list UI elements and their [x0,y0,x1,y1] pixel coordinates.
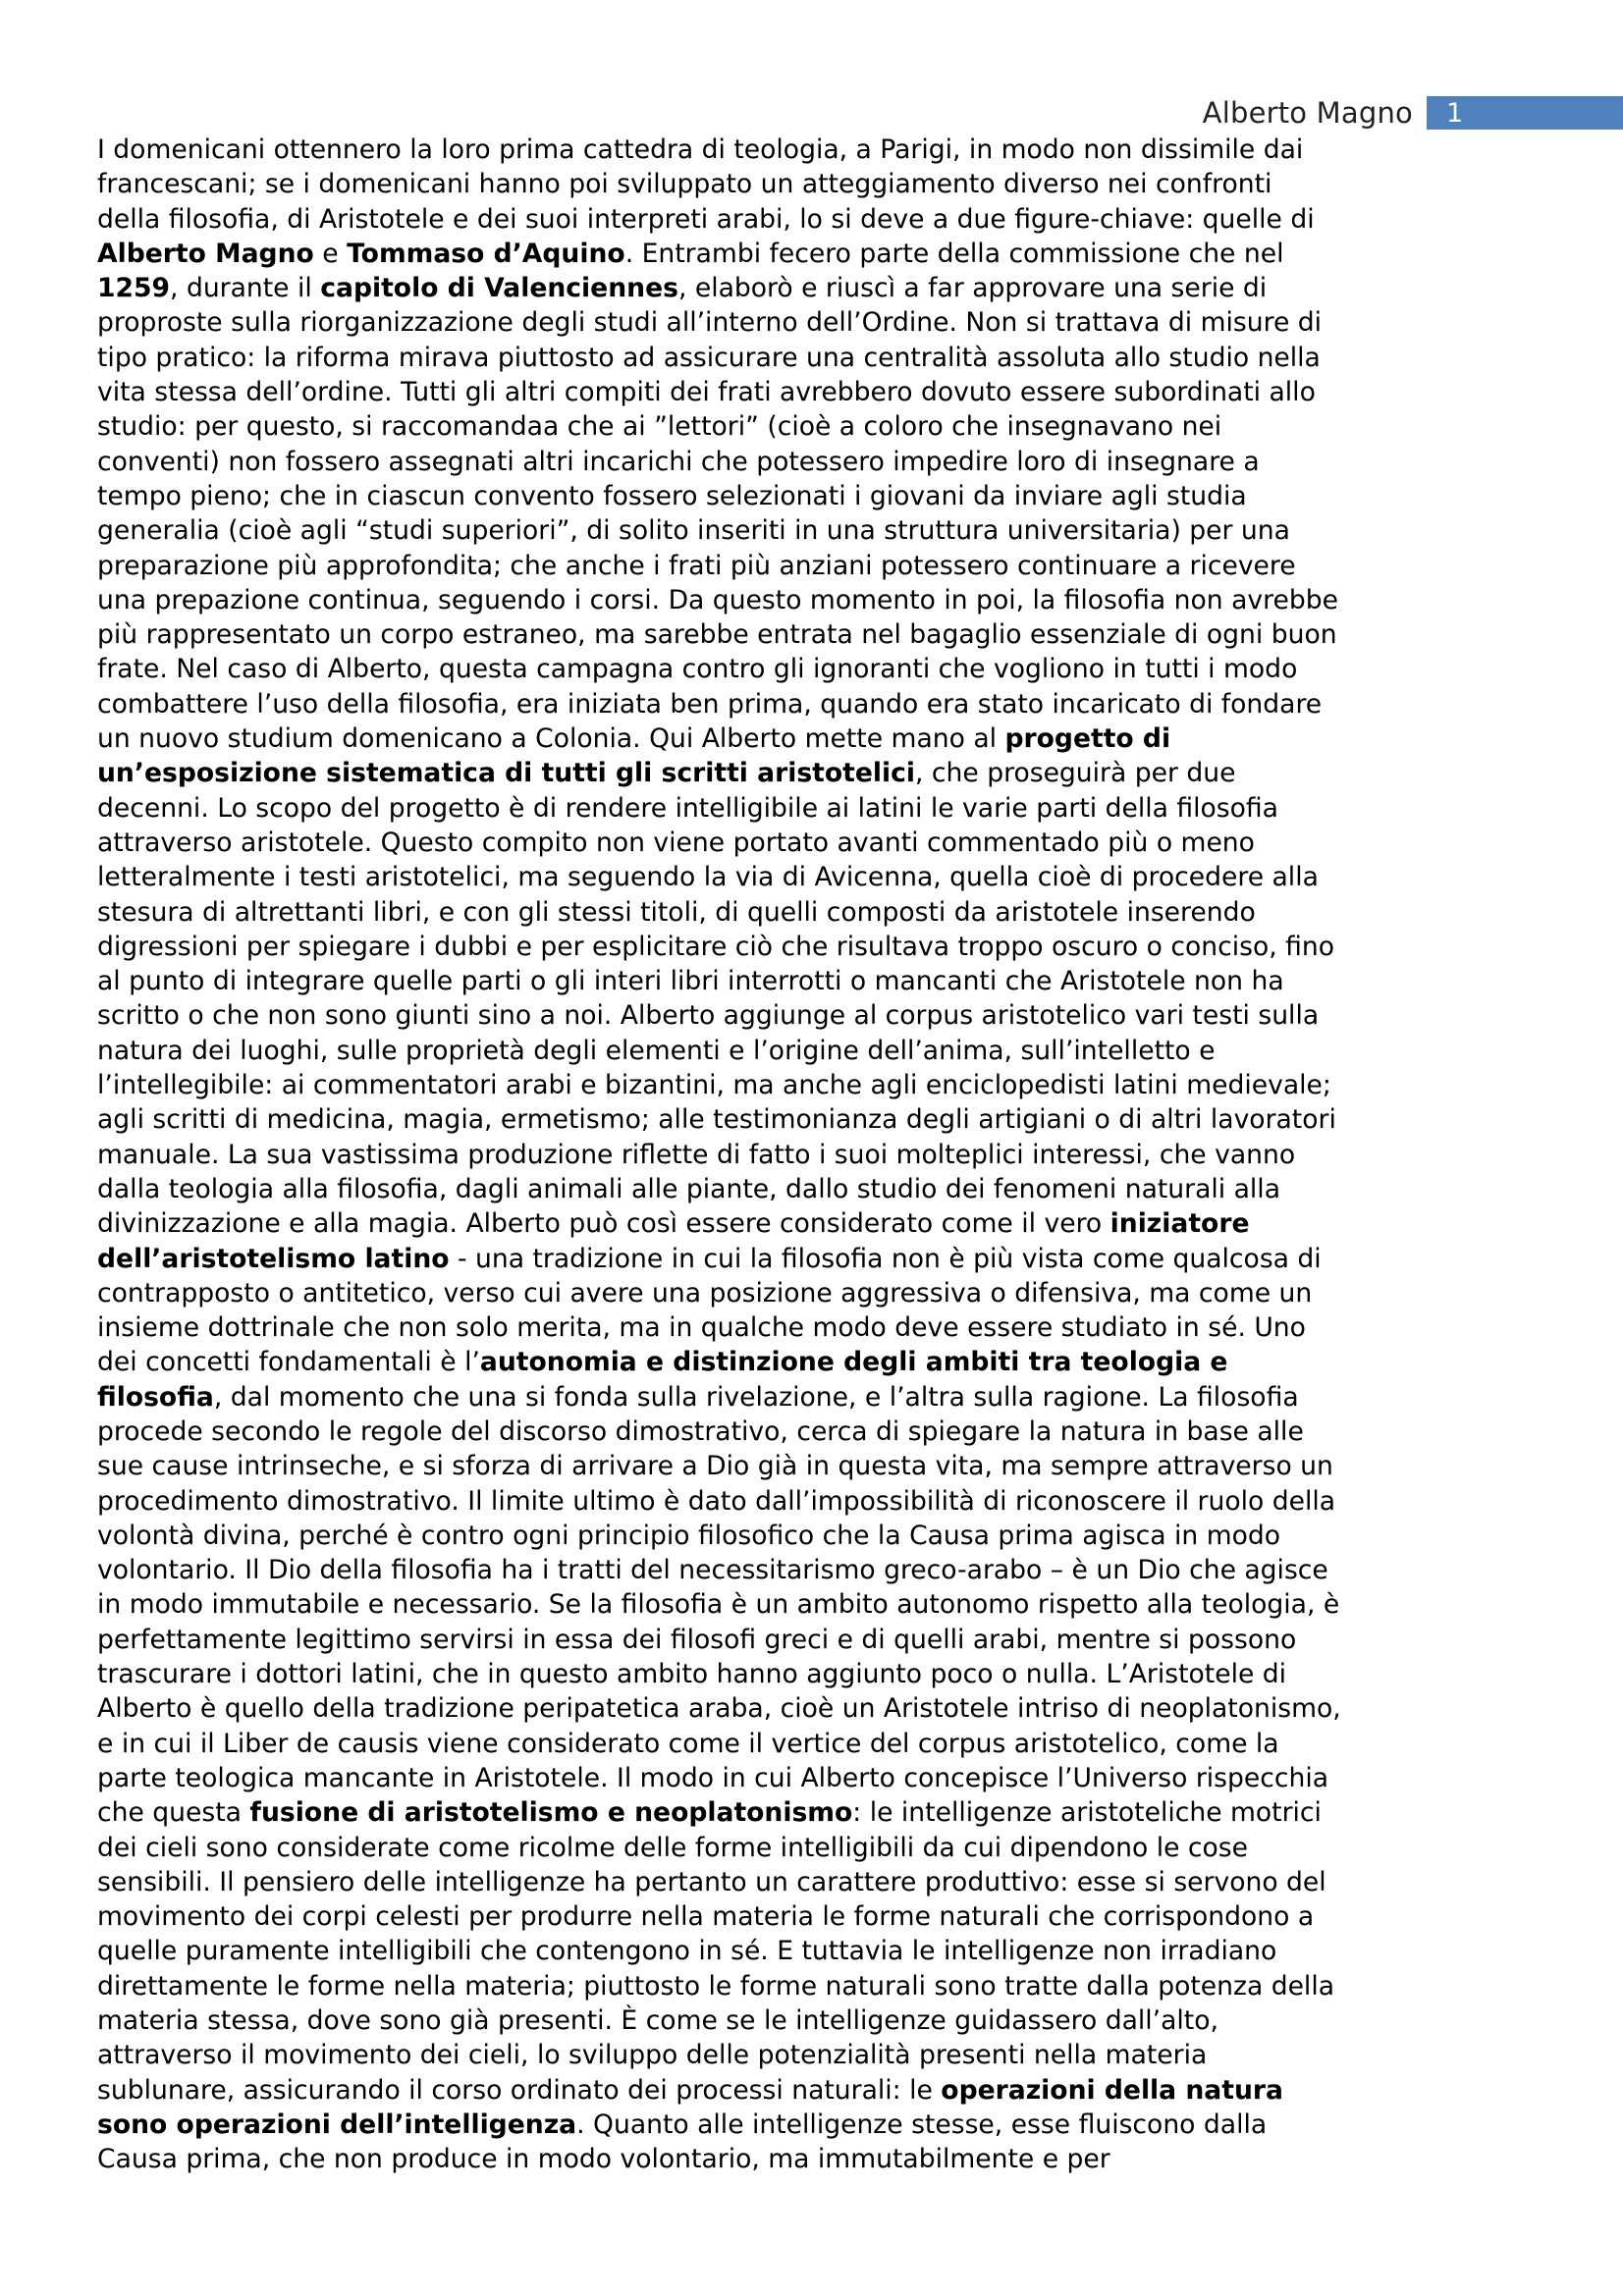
bold-text: Alberto Magno [97,238,314,269]
text-line [97,617,1521,652]
text-line [97,1623,1521,1657]
text-segment: più rappresentato un corpo estraneo, ma sarebbe entrata nel bagaglio essenziale di ogni buon [97,619,1337,651]
text-line [97,2108,1521,2142]
text-line [97,1206,1521,1241]
text-line [97,1831,1521,1865]
text-segment: - una tradizione in cui la filosofia non è più vista come qualcosa di [449,1243,1322,1274]
bold-text: dell’aristotelismo latino [97,1243,450,1274]
text-segment: natura dei luoghi, sulle proprietà degli elementi e l’origine dell’anima, sull’intelletto e [97,1035,1216,1066]
bold-text: 1259 [97,273,171,304]
text-segment: attraverso aristotele. Questo compito non viene portato avanti commentado più o meno [97,827,1255,858]
text-segment: dei concetti fondamentali è l’ [97,1347,480,1378]
text-line [97,1691,1521,1726]
text-segment: vita stessa dell’ordine. Tutti gli altri compiti dei frati avrebbero dovuto essere subordinati allo [97,377,1316,408]
text-segment: e [313,238,348,269]
text-line [97,895,1521,930]
text-segment: sue cause intrinseche, e si sforza di arrivare a Dio già in questa vita, ma sempre attraverso un [97,1451,1333,1482]
text-segment: generalia (cioè agli “studi superiori”, di solito inseriti in una struttura universitaria) per una [97,515,1290,547]
text-line [97,1865,1521,1899]
page-number-badge [1427,96,1623,130]
text-line [97,860,1521,894]
text-line [97,1934,1521,1968]
text-segment: decenni. Lo scopo del progetto è di rendere intelligibile ai latini le varie parti della filosofia [97,792,1278,824]
bold-text: autonomia e distinzione degli ambiti tra teologia e [479,1347,1228,1378]
text-line [97,721,1521,756]
text-line [97,791,1521,826]
text-line [97,513,1521,548]
text-line [97,1899,1521,1934]
text-line [97,2073,1521,2108]
text-segment: al punto di integrare quelle parti o gli interi libri interrotti o mancanti che Aristotele non ha [97,966,1284,997]
text-segment: frate. Nel caso di Alberto, questa campagna contro gli ignoranti che vogliono in tutti i modo [97,654,1298,685]
text-line [97,1795,1521,1830]
text-segment: , elaborò e riuscì a far approvare una serie di [677,273,1268,304]
text-line [97,237,1521,271]
text-segment: e in cui il Liber de causis viene considerato come il vertice del corpus aristotelico, come la [97,1728,1279,1759]
bold-text: sono operazioni dell’intelligenza [97,2109,577,2140]
text-line [97,167,1521,201]
text-segment: preparazione più approfondita; che anche i frati più anziani potessero continuare a ricevere [97,550,1296,581]
bold-text: operazioni della natura [941,2074,1283,2106]
text-line [97,2038,1521,2072]
text-line [97,1761,1521,1795]
bold-text: un’esposizione sistematica di tutti gli scritti aristotelici [97,758,916,789]
text-line [97,930,1521,964]
text-line [97,341,1521,375]
text-segment: . Quanto alle intelligenze stesse, esse fluiscono dalla [576,2109,1268,2140]
text-line [97,1172,1521,1206]
text-line [97,1969,1521,2003]
text-segment: una prepazione continua, seguendo i corsi. Da questo momento in poi, la filosofia non avrebbe [97,584,1338,615]
text-segment: , durante il [170,273,321,304]
text-line [97,1415,1521,1449]
text-segment: materia stessa, dove sono già presenti. È come se le intelligenze guidassero dall’alto, [97,2005,1218,2037]
text-line [97,652,1521,686]
text-segment: Alberto è quello della tradizione peripatetica araba, cioè un Aristotele intriso di neoplatonismo, [97,1693,1341,1725]
text-segment: insieme dottrinale che non solo merita, ma in qualche modo deve essere studiato in sé. Uno [97,1312,1306,1344]
text-line [97,445,1521,479]
text-segment: I domenicani ottennero la loro prima cattedra di teologia, a Parigi, in modo non dissimile dai [97,134,1304,165]
document-body [97,133,1521,2177]
text-line [97,1034,1521,1068]
text-line [97,1102,1521,1137]
page-number: 1 [1446,97,1464,129]
text-segment: digressioni per spiegare i dubbi e per esplicitare ciò che risultava troppo oscuro o conciso, fino [97,931,1335,962]
text-segment: contrapposto o antitetico, verso cui avere una posizione aggressiva o difensiva, ma come un [97,1277,1313,1308]
text-line [97,133,1521,167]
text-segment: stesura di altrettanti libri, e con gli stessi titoli, di quelli composti da aristotele inserendo [97,896,1256,928]
text-segment: studio: per questo, si raccomandaa che ai ”lettori” (cioè a coloro che insegnavano nei [97,411,1222,443]
text-segment: proproste sulla riorganizzazione degli studi all’interno dell’Ordine. Non si trattava di misure di [97,307,1323,339]
text-line [97,271,1521,305]
text-line [97,1310,1521,1345]
text-segment: sublunare, assicurando il corso ordinato dei processi naturali: le [97,2074,942,2106]
text-segment: movimento dei corpi celesti per produrre nella materia le forme naturali che corrispondono a [97,1901,1315,1933]
text-segment: attraverso il movimento dei cieli, lo sviluppo delle potenzialità presenti nella materia [97,2040,1208,2071]
text-segment: : le intelligenze aristoteliche motrici [852,1797,1322,1829]
text-segment: che questa [97,1797,250,1829]
text-segment: scritto o che non sono giunti sino a noi. Alberto aggiunge al corpus aristotelico vari testi sulla [97,1000,1320,1032]
text-line [97,202,1521,237]
text-line [97,305,1521,340]
text-segment: in modo immutabile e necessario. Se la filosofia è un ambito autonomo rispetto alla teologia, è [97,1589,1340,1621]
text-line [97,479,1521,513]
text-segment: divinizzazione e alla magia. Alberto può così essere considerato come il vero [97,1208,1110,1240]
text-segment: conventi) non fossero assegnati altri incarichi che potessero impedire loro di insegnare a [97,446,1260,477]
text-line [97,549,1521,583]
text-line [97,583,1521,617]
text-line [97,756,1521,790]
text-line [97,964,1521,998]
text-line [97,1519,1521,1553]
text-segment: sensibili. Il pensiero delle intelligenze ha pertanto un carattere produttivo: esse si servono del [97,1866,1326,1897]
text-line [97,409,1521,444]
text-segment: procedimento dimostrativo. Il limite ultimo è dato dall’impossibilità di riconoscere il ruolo della [97,1485,1336,1517]
text-segment: manuale. La sua vastissima produzione riflette di fatto i suoi molteplici interessi, che vanno [97,1139,1296,1170]
text-line [97,1380,1521,1415]
text-segment: combattere l’uso della filosofia, era iniziata ben prima, quando era stato incaricato di fondare [97,688,1323,720]
text-line [97,826,1521,860]
text-segment: , che proseguirà per due [915,758,1236,789]
text-segment: tempo pieno; che in ciascun convento fossero selezionati i giovani da inviare agli studia [97,480,1247,511]
bold-text: capitolo di Valenciennes [320,273,678,304]
bold-text: progetto di [1004,723,1171,755]
text-segment: quelle puramente intelligibili che contengono in sé. E tuttavia le intelligenze non irradiano [97,1936,1277,1967]
text-segment: della filosofia, di Aristotele e dei suoi interpreti arabi, lo si deve a due figure-chiave: quelle di [97,203,1315,235]
text-segment: volontà divina, perché è contro ogni principio filosofico che la Causa prima agisca in modo [97,1520,1281,1551]
text-segment: un nuovo studium domenicano a Colonia. Qui Alberto mette mano al [97,723,1005,755]
text-segment: dei cieli sono considerate come ricolme delle forme intelligibili da cui dipendono le cose [97,1832,1249,1863]
text-segment: , dal momento che una si fonda sulla rivelazione, e l’altra sulla ragione. La filosofia [213,1381,1299,1413]
text-segment: volontario. Il Dio della filosofia ha i tratti del necessitarismo greco-arabo – è un Dio che agisce [97,1555,1328,1586]
text-segment: Causa prima, che non produce in modo volontario, ma immutabilmente e per [97,2144,1110,2175]
text-line [97,1138,1521,1172]
text-segment: francescani; se i domenicani hanno poi sviluppato un atteggiamento diverso nei confronti [97,169,1272,200]
text-segment: letteralmente i testi aristotelici, ma seguendo la via di Avicenna, quella cioè di procedere alla [97,862,1319,893]
bold-text: filosofia [97,1381,214,1413]
text-segment: perfettamente legittimo servirsi in essa dei filosofi greci e di quelli arabi, mentre si possono [97,1624,1297,1655]
text-line [97,2003,1521,2038]
text-line [97,1242,1521,1276]
text-line [97,375,1521,409]
text-segment: trascurare i dottori latini, che in questo ambito hanno aggiunto poco o nulla. L’Aristotele di [97,1659,1287,1690]
text-segment: procede secondo le regole del discorso dimostrativo, cerca di spiegare la natura in base alle [97,1415,1304,1447]
text-segment: direttamente le forme nella materia; piuttosto le forme naturali sono tratte dalla potenza della [97,1970,1335,2002]
text-line [97,1587,1521,1622]
text-segment: dalla teologia alla filosofia, dagli animali alle piante, dallo studio dei fenomeni naturali alla [97,1173,1280,1204]
text-line [97,998,1521,1033]
text-line [97,2142,1521,2176]
page-header [1203,96,1623,130]
text-line [97,1068,1521,1102]
text-line [97,1276,1521,1310]
text-line [97,1449,1521,1483]
text-line [97,1727,1521,1761]
text-line [97,1484,1521,1519]
text-line [97,687,1521,721]
text-line [97,1345,1521,1379]
bold-text: Tommaso d’Aquino [347,238,625,269]
bold-text: fusione di aristotelismo e neoplatonismo [249,1797,853,1829]
text-line [97,1553,1521,1587]
text-segment: l’intellegibile: ai commentatori arabi e bizantini, ma anche agli enciclopedisti latini medievale; [97,1070,1331,1101]
text-segment: . Entrambi fecero parte della commissione che nel [624,238,1284,269]
text-segment: agli scritti di medicina, magia, ermetismo; alle testimonianza degli artigiani o di altri lavoratori [97,1104,1336,1136]
text-segment: parte teologica mancante in Aristotele. Il modo in cui Alberto concepisce l’Universo rispecchia [97,1762,1329,1793]
bold-text: iniziatore [1109,1208,1250,1240]
header-title: Alberto Magno [1202,96,1413,130]
text-segment: tipo pratico: la riforma mirava piuttosto ad assicurare una centralità assoluta allo studio nella [97,342,1321,373]
text-line [97,1657,1521,1691]
